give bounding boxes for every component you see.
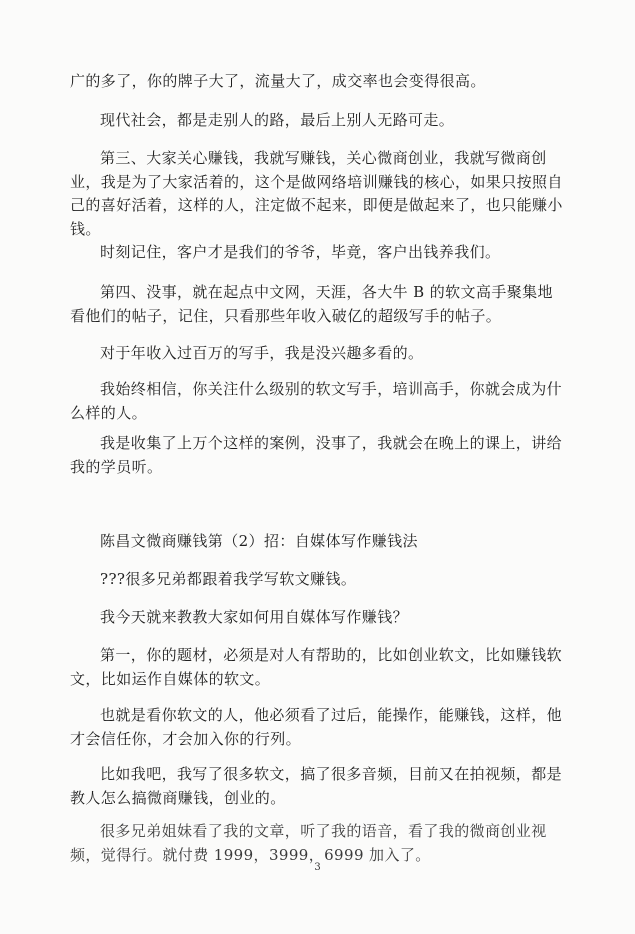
paragraph-11: 第一，你的题材，必须是对人有帮助的，比如创业软文，比如赚钱软文，比如运作自媒体的软文。: [70, 646, 563, 688]
paragraph-13: 比如我吧，我写了很多软文，搞了很多音频，目前又在拍视频，都是教人怎么搞微商赚钱，创业的。: [70, 765, 563, 807]
page-number: 3: [314, 862, 321, 873]
paragraph-7: 我始终相信，你关注什么级别的软文写手，培训高手，你就会成为什么样的人。: [70, 380, 563, 422]
paragraph-4: 时刻记住，客户才是我们的爷爷，毕竟，客户出钱养我们。: [100, 243, 501, 261]
paragraph-9: ???很多兄弟都跟着我学写软文赚钱。: [100, 570, 357, 588]
paragraph-3: 第三、大家关心赚钱，我就写赚钱，关心微商创业，我就写微商创业，我是为了大家活着的，这个是做网络培训赚钱的核心，如果只按照自己的喜好活着，这样的人，注定做不起来，即便是做起来了，也只能赚小钱。: [70, 149, 563, 238]
paragraph-12: 也就是看你软文的人，他必须看了过后，能操作，能赚钱，这样，他才会信任你，才会加入你的行列。: [70, 706, 563, 748]
section-heading: 陈昌文微商赚钱第（2）招：自媒体写作赚钱法: [100, 532, 418, 550]
paragraph-5: 第四、没事，就在起点中文网，天涯，各大牛 B 的软文高手聚集地看他们的帖子，记住，只看那些年收入破亿的超级写手的帖子。: [70, 283, 553, 325]
paragraph-2: 现代社会，都是走别人的路，最后上别人无路可走。: [100, 111, 455, 129]
paragraph-6: 对于年收入过百万的写手，我是没兴趣多看的。: [100, 344, 424, 362]
paragraph-10: 我今天就来教教大家如何用自媒体写作赚钱？: [100, 608, 409, 626]
paragraph-1: 广的多了，你的牌子大了，流量大了，成交率也会变得很高。: [70, 72, 486, 90]
paragraph-14: 很多兄弟姐妹看了我的文章，听了我的语音，看了我的微商创业视频，觉得行。就付费 1999，3999，6999 加入了。: [70, 822, 547, 864]
paragraph-8: 我是收集了上万个这样的案例，没事了，我就会在晚上的课上，讲给我的学员听。: [70, 434, 563, 476]
